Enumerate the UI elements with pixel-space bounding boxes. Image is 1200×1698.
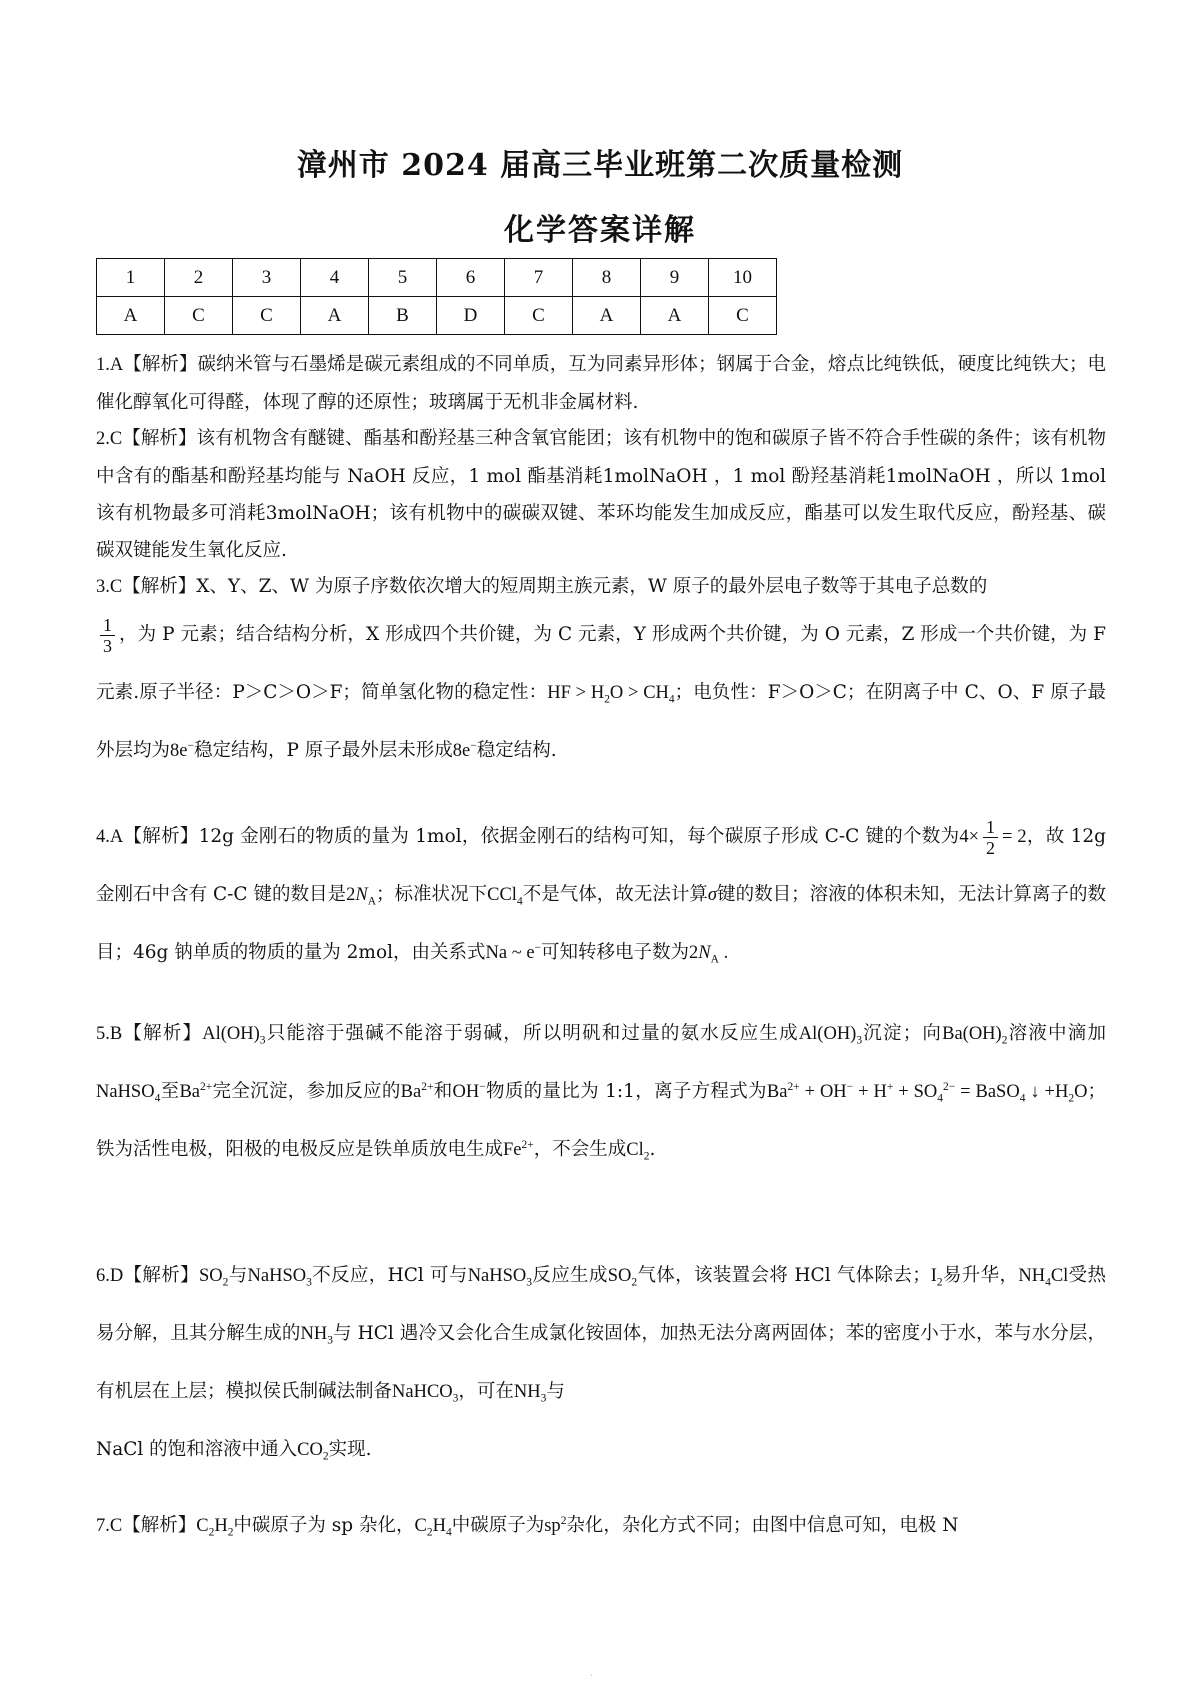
answer-number-cell: 3 bbox=[233, 259, 301, 297]
explanation-text: 【解析】 bbox=[123, 1265, 199, 1286]
page-title: 漳州市 2024 届高三毕业班第二次质量检测 bbox=[296, 148, 904, 183]
question-label: 3.C bbox=[96, 577, 123, 597]
chem-formula: $CO_2$ bbox=[297, 1440, 329, 1463]
explanation-q3 bbox=[96, 568, 1106, 780]
fraction-numerator: 1 bbox=[100, 615, 115, 636]
chem-formula: $Ba^{2+}$ bbox=[400, 1080, 434, 1102]
explanation-text: 完全沉淀，参加反应的 bbox=[212, 1081, 401, 1102]
answer-number-cell: 8 bbox=[573, 259, 641, 297]
explanation-text: 易升华， bbox=[942, 1265, 1019, 1286]
answer-table-number-row bbox=[97, 259, 777, 297]
explanation-text: 沉淀；向 bbox=[862, 1023, 943, 1044]
explanation-text: 【解析】碳纳米管与石墨烯是碳元素组成的不同单质，互为同素异形体；钢属于合金，熔点比纯铁低，硬度比纯铁大；电催化醇氧化可得醛，体现了醇的还原性；玻璃属于无机非金属材料. bbox=[96, 354, 1106, 413]
explanation-text: 与 bbox=[228, 1265, 248, 1286]
answer-cell: A bbox=[301, 297, 369, 335]
explanation-text: ，故 12g 金刚石中含有 C-C 键的数目是 bbox=[96, 826, 1106, 905]
explanation-text: 稳定结构，P 原子最外层未形成 bbox=[193, 740, 453, 761]
chem-formula: $Ba^{2+}$ bbox=[179, 1080, 213, 1102]
chem-formula: NaHSO$_3$ bbox=[467, 1266, 533, 1289]
explanation-text: 与 bbox=[546, 1381, 565, 1402]
chem-formula: $C_2H_2$ bbox=[196, 1516, 234, 1539]
chem-formula: $NH_4Cl$ bbox=[1018, 1266, 1069, 1289]
question-label: 5.B bbox=[96, 1024, 123, 1044]
page-subtitle: 化学答案详解 bbox=[504, 213, 696, 248]
explanation-text: 反应生成 bbox=[532, 1265, 608, 1286]
explanation-text: 受热易分解，且其分解生成的 bbox=[96, 1265, 1106, 1344]
chem-formula: $I_2$ bbox=[930, 1266, 943, 1289]
explanation-q1 bbox=[96, 346, 1106, 421]
answer-cell: C bbox=[165, 297, 233, 335]
chem-formula: NaHSO$_4$ bbox=[96, 1082, 161, 1105]
chem-formula: HF > $H_2O > CH_4$ bbox=[547, 683, 675, 706]
answer-number-cell: 5 bbox=[369, 259, 437, 297]
chem-formula: NaHCO$_3$ bbox=[392, 1382, 459, 1405]
explanation-text: 【解析】 bbox=[122, 1023, 203, 1044]
explanation-text: NaCl 的饱和溶液中通入 bbox=[96, 1439, 298, 1460]
explanation-text: 【解析】该有机物含有醚键、酯基和酚羟基三种含氧官能团；该有机物中的饱和碳原子皆不符合手性碳的条件；该有机物中含有的酯基和酚羟基均能与 NaOH 反应，1 mol 酯基消耗1molNaOH ，1 mol 酚羟基消耗1molNaOH ，所以 1mol 该有机物最多可消耗3molNaOH；该有机物中的碳碳双键、苯环均能发生加成反应，酯基可以发生取代反应，酚羟基、碳碳双键能发生氧化反应. bbox=[96, 428, 1106, 561]
explanation-text: ，为 P 元素；结合结构分析，X 形成四个共价键，为 C 元素，Y 形成两个共价键，为 O 元素，Z 形成一个共价键，为 F 元素.原子半径：P＞C＞O＞F；简单氢化物的稳定性： bbox=[96, 624, 1106, 703]
explanation-text: 【解析】 bbox=[122, 1515, 197, 1536]
chem-formula: NaHSO$_3$ bbox=[247, 1266, 312, 1289]
explanation-text: 【解析】X、Y、Z、W 为原子序数依次增大的短周期主族元素，W 原子的最外层电子数等于其电子总数的 bbox=[122, 576, 988, 597]
chem-formula: $NH_3$ bbox=[300, 1324, 333, 1347]
chem-formula: $Fe^{2+}$ bbox=[503, 1138, 534, 1160]
explanation-text: 中碳原子为 bbox=[451, 1515, 545, 1536]
explanation-q5 bbox=[96, 1005, 1106, 1179]
chem-formula: $sp^2$ bbox=[544, 1514, 567, 1536]
answer-cell: C bbox=[505, 297, 573, 335]
answer-cell: C bbox=[709, 297, 777, 335]
question-label: 1.A bbox=[96, 355, 124, 375]
sigma-symbol: σ bbox=[707, 885, 718, 905]
fraction bbox=[100, 615, 115, 656]
answer-cell: D bbox=[437, 297, 505, 335]
answer-cell: A bbox=[641, 297, 709, 335]
math-expression: = 2 bbox=[1002, 827, 1027, 847]
chem-formula: $Al(OH)_3$ bbox=[798, 1024, 863, 1047]
explanation-q2 bbox=[96, 420, 1106, 569]
explanation-text: 不是气体，故无法计算 bbox=[522, 884, 708, 905]
explanation-q7 bbox=[96, 1497, 1106, 1555]
explanation-text: 键的数目；溶液的体积未知，无法计算离子的数目；46g 钠单质的物质的量为 2mol，由关系式 bbox=[96, 884, 1106, 963]
explanation-text: 气体，该装置会将 HCl 气体除去； bbox=[637, 1265, 931, 1286]
explanation-text: 稳定结构. bbox=[476, 740, 557, 761]
chem-formula: $SO_2$ bbox=[198, 1266, 229, 1289]
explanation-text: ；铁为活性电极，阳极的电极反应是铁单质放电生成 bbox=[96, 1081, 1106, 1160]
question-label: 6.D bbox=[96, 1266, 124, 1286]
math-expression: 4× bbox=[959, 827, 980, 847]
explanation-text: ，不会生成 bbox=[533, 1139, 627, 1160]
chem-formula: 8e− bbox=[452, 739, 477, 761]
answer-number-cell: 9 bbox=[641, 259, 709, 297]
ionic-equation: $Ba^{2+} + OH^- + H^+ + SO_4^{2-}$ = BaSO$_4$ ↓ $+H_2O$ bbox=[766, 1080, 1088, 1105]
answer-number-cell: 4 bbox=[301, 259, 369, 297]
question-label: 4.A bbox=[96, 827, 124, 847]
answer-cell: A bbox=[97, 297, 165, 335]
chem-formula: $2N_A$ . bbox=[689, 943, 729, 966]
fraction-denominator: 2 bbox=[986, 837, 996, 858]
explanation-text: 只能溶于强碱不能溶于弱碱，所以明矾和过量的氨水反应生成 bbox=[265, 1023, 799, 1044]
footer-mark: · bbox=[590, 1671, 594, 1682]
question-label: 2.C bbox=[96, 429, 123, 449]
chem-formula: $Cl_2$ bbox=[626, 1140, 650, 1163]
chem-formula: $2N_A$ bbox=[346, 885, 376, 908]
explanation-text: . bbox=[649, 1139, 656, 1160]
answer-number-cell: 7 bbox=[505, 259, 573, 297]
explanation-text: ，可在 bbox=[458, 1381, 514, 1402]
explanation-q4 bbox=[96, 808, 1106, 982]
fraction bbox=[983, 817, 998, 858]
chem-formula: Na ~ e− bbox=[485, 941, 542, 963]
explanation-text: 可知转移电子数为 bbox=[541, 942, 690, 963]
explanation-text: 物质的量比为 1:1，离子方程式为 bbox=[485, 1081, 767, 1102]
chem-formula: 8e− bbox=[170, 739, 194, 761]
explanation-text: 不反应，HCl 可与 bbox=[311, 1265, 468, 1286]
answer-number-cell: 6 bbox=[437, 259, 505, 297]
chem-formula: $SO_2$ bbox=[607, 1266, 638, 1289]
explanation-q6 bbox=[96, 1247, 1106, 1479]
answer-number-cell: 10 bbox=[709, 259, 777, 297]
explanation-text: 和 bbox=[433, 1081, 453, 1102]
explanation-text: 与 HCl 遇冷又会化合生成氯化铵固体，加热无法分离两固体；苯的密度小于水，苯与水分层，有机层在上层；模拟侯氏制碱法制备 bbox=[96, 1323, 1106, 1402]
chem-formula: $NH_3$ bbox=[513, 1382, 547, 1405]
answer-number-cell: 2 bbox=[165, 259, 233, 297]
chem-formula: OH− bbox=[452, 1080, 486, 1102]
fraction-denominator: 3 bbox=[103, 635, 112, 656]
answer-cell: B bbox=[369, 297, 437, 335]
answer-number-cell: 1 bbox=[97, 259, 165, 297]
chem-formula: $C_2H_4$ bbox=[414, 1516, 452, 1539]
fraction-numerator: 1 bbox=[983, 817, 998, 838]
explanation-text: ；电负性：F＞O＞C；在阴离子中 C、O、F 原子最外层均为 bbox=[96, 682, 1106, 761]
chem-formula: $Ba(OH)_2$ bbox=[942, 1024, 1008, 1047]
answer-cell: C bbox=[233, 297, 301, 335]
question-label: 7.C bbox=[96, 1516, 123, 1536]
explanation-text: 【解析】12g 金刚石的物质的量为 1mol，依据金刚石的结构可知，每个碳原子形成 C-C 键的个数为 bbox=[123, 826, 960, 847]
answer-table bbox=[96, 258, 777, 335]
explanation-text: ；标准状况下 bbox=[375, 884, 488, 905]
chem-formula: $Al(OH)_3$ bbox=[202, 1024, 266, 1047]
explanation-text: 中碳原子为 sp 杂化， bbox=[233, 1515, 415, 1536]
explanation-text: 至 bbox=[160, 1081, 180, 1102]
answer-table-answer-row bbox=[97, 297, 777, 335]
explanation-text: 溶液中滴加 bbox=[1007, 1023, 1106, 1044]
answer-cell: A bbox=[573, 297, 641, 335]
chem-formula: CCl$_4$ bbox=[487, 885, 523, 908]
explanation-text: 杂化，杂化方式不同；由图中信息可知，电极 N bbox=[566, 1515, 959, 1536]
explanation-text: 实现. bbox=[328, 1439, 372, 1460]
